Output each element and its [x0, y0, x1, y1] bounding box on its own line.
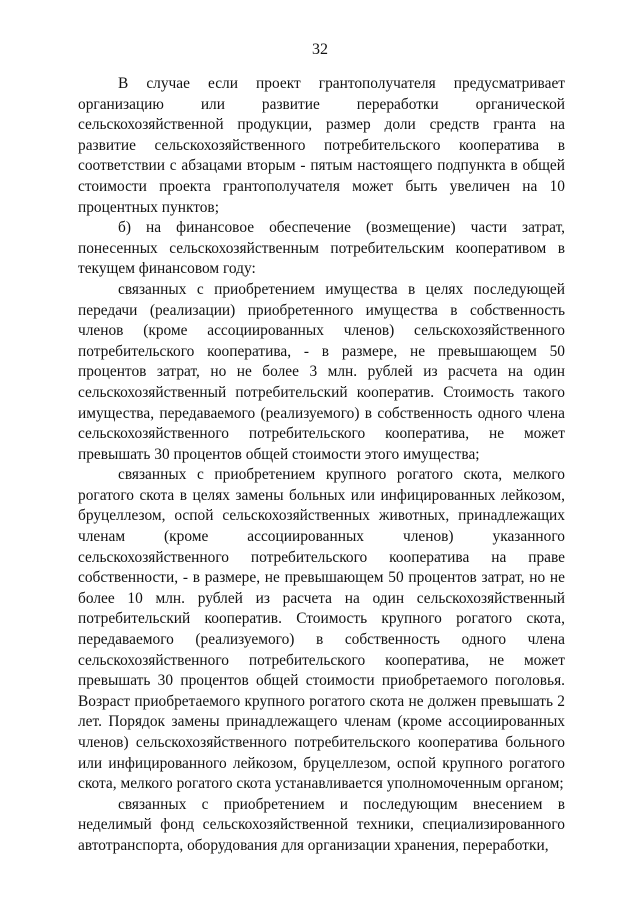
paragraph-indivisible-fund: связанных с приобретением и последующим внесением в неделимый фонд сельскохозяйственной техники, специализированного автотранспорта, оборудования для организации хранения, переработки, [78, 795, 565, 854]
paragraph-property-acquisition: связанных с приобретением имущества в целях последующей передачи (реализации) приобретенного имущества в собственность членов (кроме ассоциированных членов) сельскохозяйственного потребительского кооператива, - в размере, не превышающем 50 процентов затрат, но не более 3 млн. рублей из расчета на один сельскохозяйственный потребительский кооператив. Стоимость такого имущества, передаваемого (реализуемого) в собственность одного члена сельскохозяйственного потребительского кооператива, не может превышать 30 процентов общей стоимости этого имущества; [78, 280, 565, 463]
document-body [78, 74, 565, 857]
paragraph-cattle-replacement: связанных с приобретением крупного рогатого скота, мелкого рогатого скота в целях замены больных или инфицированных лейкозом, бруцеллезом, оспой сельскохозяйственных животных, принадлежащих членам (кроме ассоциированных членов) указанного сельскохозяйственного потребительского кооператива на праве собственности, - в размере, не превышающем 50 процентов затрат, но не более 10 млн. рублей из расчета на один сельскохозяйственный потребительский кооператив. Стоимость крупного рогатого скота, передаваемого (реализуемого) в собственность одного члена сельскохозяйственного потребительского кооператива, не может превышать 30 процентов общей стоимости приобретаемого поголовья. Возраст приобретаемого крупного рогатого скота не должен превышать 2 лет. Порядок замены принадлежащего членам (кроме ассоциированных членов) сельскохозяйственного потребительского кооператива больного или инфицированного лейкозом, бруцеллезом, оспой крупного рогатого скота, мелкого рогатого скота устанавливается уполномоченным органом; [78, 466, 565, 793]
page-number: 32 [312, 41, 328, 58]
paragraph-subitem-b: б) на финансовое обеспечение (возмещение) части затрат, понесенных сельскохозяйственным потребительским кооперативом в текущем финансовом году: [78, 219, 565, 278]
paragraph-organic-processing: В случае если проект грантополучателя предусматривает организацию или развитие переработки органической сельскохозяйственной продукции, размер доли средств гранта на развитие сельскохозяйственного потребительского кооператива в соответствии с абзацами вторым - пятым настоящего подпункта в общей стоимости проекта грантополучателя может быть увеличен на 10 процентных пунктов; [78, 75, 565, 216]
